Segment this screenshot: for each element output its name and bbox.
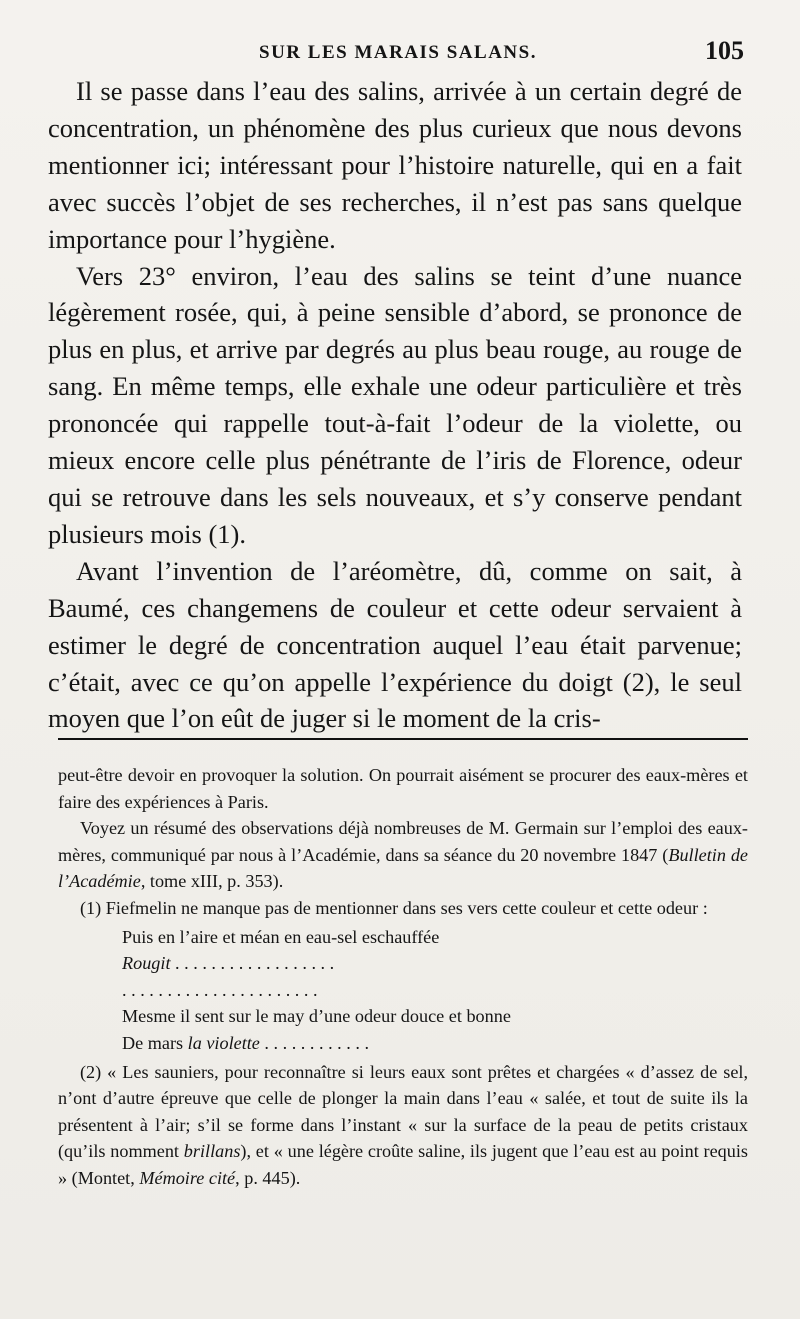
page-header (48, 34, 748, 70)
verse-quote (58, 924, 748, 1057)
verse-dots-1: . . . . . . . . . . . . . . . . . . (175, 953, 335, 974)
verse-line-1: Puis en l’aire et méan en eau-sel eschauffée (122, 926, 440, 947)
page-number: 105 (705, 36, 744, 65)
footnote-rule (58, 738, 748, 740)
paragraph-1: Il se passe dans l’eau des salins, arrivée à un certain degré de concentration, un phénomène des plus curieux que nous devons mentionner ici; intéressant pour l’histoire naturelle, qui en a fait avec succès l’objet de ses recherches, il n’est pas sans quelque importance pour l’hygiène. (48, 76, 742, 254)
footnote-2-text-c: , p. 445). (235, 1167, 301, 1188)
footnote-voyez (58, 815, 748, 895)
bulletin-title: Bulletin de l’Académie (58, 844, 748, 892)
verse-line-3: . . . . . . . . . . . . . . . . . . . . . . (122, 979, 318, 1000)
memoire-cite: Mémoire cité (139, 1167, 236, 1188)
footnotes (58, 762, 748, 1192)
verse-rougit: Rougit (122, 953, 171, 974)
verse-de-mars: De mars (122, 1032, 188, 1053)
footnote-2 (58, 1059, 748, 1192)
main-text (48, 73, 742, 737)
paragraph-3: Avant l’invention de l’aréomètre, dû, comme on sait, à Baumé, ces changemens de couleur et cette odeur servaient à estimer le degré de concentration auquel l’eau était parvenue; c’était, avec ce qu’on appelle l’expérience du doigt (2), le seul moyen que l’on eût de juger si le moment de la cris- (48, 555, 742, 734)
footnote-1: (1) Fiefmelin ne manque pas de mentionner dans ses vers cette couleur et cette odeur : (80, 897, 708, 918)
footnote-2-text-a: (2) « Les sauniers, pour reconnaître si leurs eaux sont prêtes et chargées « d’assez de sel, n’ont d’autre épreuve que celle de plonger la main dans l’eau « salée, et tout de suite ils la présentent à l’air; s’il se forme dans l’instant « sur la surface de la peau de petits cristaux (qu’ils nomment (58, 1061, 748, 1162)
verse-line-5 (122, 1030, 748, 1057)
footnote-continuation: peut-être devoir en provoquer la solution. On pourrait aisément se procurer des eaux-mères et faire des expériences à Paris. (58, 765, 748, 812)
verse-line-4: Mesme il sent sur le may d’une odeur douce et bonne (122, 1006, 511, 1027)
running-title: SUR LES MARAIS SALANS. (259, 42, 537, 63)
verse-dots-3: . . . . . . . . . . . . (264, 1032, 369, 1053)
paragraph-2: Vers 23° environ, l’eau des salins se teint d’une nuance légèrement rosée, qui, à peine sensible d’abord, se prononce de plus en plus, et arrive par degrés au plus beau rouge, au rouge de sang. En même temps, elle exhale une odeur particulière et très prononcée qui rappelle tout-à-fait l’odeur de la violette, ou mieux encore celle plus pénétrante de l’iris de Florence, odeur qui se retrouve dans les sels nouveaux, et s’y conserve pendant plusieurs mois (1). (48, 260, 742, 549)
verse-violette: la violette (187, 1032, 260, 1053)
voyez-text: Voyez un résumé des observations déjà nombreuses de M. Germain sur l’emploi des eaux-mères, communiqué par nous à l’Académie, dans sa séance du 20 novembre 1847 ( (58, 818, 748, 865)
brillans: brillans (183, 1141, 241, 1162)
footnote-2-text-b: ), et « une légère croûte saline, ils jugent que l’eau est au point requis » (Montet, (58, 1141, 749, 1188)
voyez-end: , tome xIII, p. 353). (140, 871, 284, 892)
verse-line-2 (122, 950, 748, 977)
